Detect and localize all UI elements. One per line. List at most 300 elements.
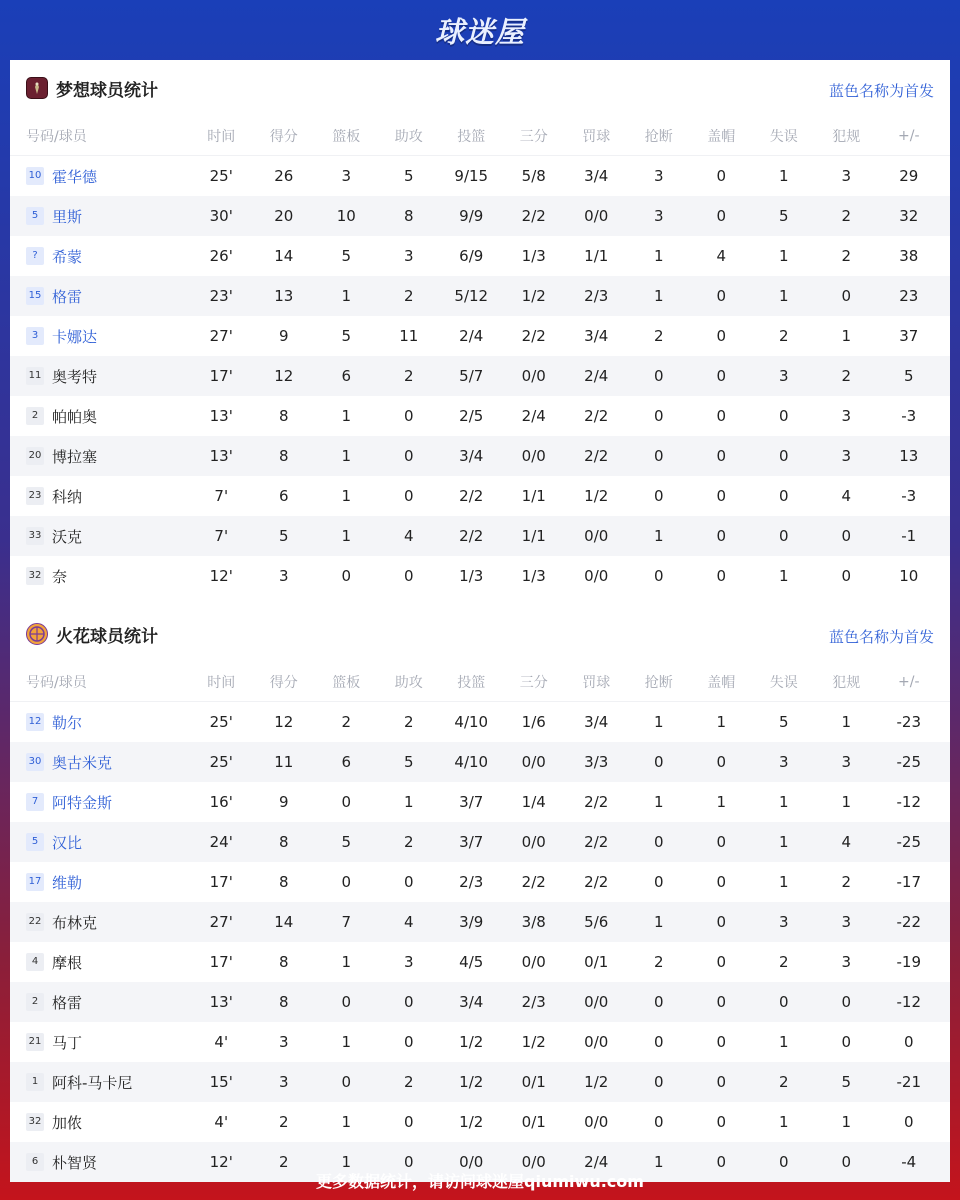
table-row[interactable] <box>10 1062 950 1102</box>
stat-cell: 1/2 <box>521 287 546 305</box>
stat-cell: 0 <box>716 407 727 425</box>
table-row[interactable] <box>10 516 950 556</box>
stat-cell: 9/15 <box>454 167 489 185</box>
stat-cell: 1 <box>341 407 352 425</box>
jersey-number: 7 <box>26 793 44 811</box>
column-header[interactable]: 投篮 <box>457 674 486 691</box>
stat-cell: 27' <box>209 913 233 931</box>
stat-cell: 0 <box>716 487 727 505</box>
player-name[interactable]: 朴智贤 <box>52 1153 98 1172</box>
stat-cell: 0/0 <box>521 1153 546 1171</box>
footer-banner[interactable] <box>0 1160 960 1200</box>
stat-cell: 13' <box>209 407 233 425</box>
stat-cell: 1/2 <box>584 1073 609 1091</box>
jersey-number: 22 <box>26 913 44 931</box>
stat-cell: 0 <box>716 367 727 385</box>
table-row[interactable] <box>10 822 950 862</box>
player-cell[interactable] <box>10 912 190 933</box>
stat-cell: 13' <box>209 447 233 465</box>
stat-cell: 0 <box>403 487 414 505</box>
stat-cell: -3 <box>901 407 917 425</box>
stat-cell: 0 <box>653 1113 664 1131</box>
jersey-number: 15 <box>26 287 44 305</box>
player-name[interactable]: 勒尔 <box>52 713 83 732</box>
stat-cell: 5 <box>778 207 789 225</box>
stat-cell: 2 <box>403 713 414 731</box>
player-cell[interactable] <box>10 366 190 387</box>
player-name[interactable]: 博拉塞 <box>52 447 98 466</box>
section-title: 梦想球员统计 <box>56 80 158 101</box>
stat-cell: 2/2 <box>521 207 546 225</box>
stat-cell: 10 <box>899 567 919 585</box>
stat-cell: 0 <box>653 1033 664 1051</box>
stat-cell: 1 <box>778 793 789 811</box>
stat-cell: 3 <box>278 1073 289 1091</box>
team-sections <box>10 60 950 1182</box>
stat-cell: 1 <box>653 247 664 265</box>
stat-cell: 3 <box>278 1033 289 1051</box>
player-cell[interactable] <box>10 526 190 547</box>
jersey-number: 2 <box>26 407 44 425</box>
stat-cell: 6/9 <box>459 247 484 265</box>
stat-cell: 5 <box>778 713 789 731</box>
stat-cell: 3 <box>778 913 789 931</box>
stat-cell: 8 <box>278 447 289 465</box>
column-header[interactable]: 犯规 <box>832 128 861 145</box>
stat-cell: 3 <box>403 953 414 971</box>
stat-cell: 2 <box>278 1153 289 1171</box>
stat-cell: 1 <box>653 287 664 305</box>
stat-cell: 0 <box>403 1113 414 1131</box>
player-name[interactable]: 奥古米克 <box>52 753 113 772</box>
table-row[interactable] <box>10 862 950 902</box>
table-row[interactable] <box>10 316 950 356</box>
stat-cell: 1/1 <box>521 527 546 545</box>
jersey-number: 21 <box>26 1033 44 1051</box>
player-name[interactable]: 汉比 <box>52 833 83 852</box>
team-section <box>10 60 950 606</box>
stat-cell: 14 <box>274 247 294 265</box>
stat-cell: 0 <box>716 327 727 345</box>
stat-cell: 4 <box>403 913 414 931</box>
stat-cell: 1 <box>778 567 789 585</box>
section-header <box>10 606 950 662</box>
column-header[interactable]: 篮板 <box>332 674 361 691</box>
stat-cell: 24' <box>209 833 233 851</box>
jersey-number: ? <box>26 247 44 265</box>
table-row[interactable] <box>10 556 950 596</box>
stat-cell: 0/0 <box>584 1033 609 1051</box>
stat-cell: 1 <box>778 247 789 265</box>
stat-cell: -23 <box>896 713 921 731</box>
stat-cell: 2 <box>778 1073 789 1091</box>
player-cell[interactable] <box>10 952 190 973</box>
stat-cell: 6 <box>341 753 352 771</box>
player-name[interactable]: 科纳 <box>52 487 83 506</box>
stat-cell: 0 <box>716 1073 727 1091</box>
stat-cell: 0 <box>716 833 727 851</box>
stat-cell: 3 <box>403 247 414 265</box>
table-row[interactable] <box>10 982 950 1022</box>
column-header[interactable]: 三分 <box>519 674 548 691</box>
stat-cell: 17' <box>209 873 233 891</box>
table-row[interactable] <box>10 436 950 476</box>
stat-cell: 7' <box>214 487 229 505</box>
stat-cell: 5/8 <box>521 167 546 185</box>
stat-cell: 2/2 <box>584 447 609 465</box>
stat-cell: -12 <box>896 993 921 1011</box>
stat-cell: 3/7 <box>459 793 484 811</box>
stat-cell: 4/10 <box>454 753 489 771</box>
stat-cell: 12' <box>209 1153 233 1171</box>
stat-cell: 2 <box>341 713 352 731</box>
player-cell[interactable] <box>10 1112 190 1133</box>
player-cell[interactable] <box>10 246 190 267</box>
column-header[interactable]: 罚球 <box>582 674 611 691</box>
stat-cell: 0 <box>653 367 664 385</box>
column-header[interactable]: 得分 <box>269 674 298 691</box>
table-row[interactable] <box>10 702 950 742</box>
player-name[interactable]: 布林克 <box>52 913 98 932</box>
stat-cell: 17' <box>209 367 233 385</box>
stat-cell: 11 <box>399 327 419 345</box>
stat-cell: 0 <box>841 287 852 305</box>
stat-cell: 3/8 <box>521 913 546 931</box>
stat-cell: 0 <box>903 1113 914 1131</box>
table-row[interactable] <box>10 942 950 982</box>
player-cell[interactable] <box>10 752 190 773</box>
player-name[interactable]: 霍华德 <box>52 167 98 186</box>
player-name[interactable]: 阿特金斯 <box>52 793 113 812</box>
stat-cell: 0 <box>341 993 352 1011</box>
player-cell[interactable] <box>10 1032 190 1053</box>
stat-cell: 5 <box>403 167 414 185</box>
stat-cell: 7' <box>214 527 229 545</box>
table-row[interactable] <box>10 902 950 942</box>
stat-cell: 1/4 <box>521 793 546 811</box>
player-cell[interactable] <box>10 206 190 227</box>
stat-cell: 16' <box>209 793 233 811</box>
player-cell[interactable] <box>10 486 190 507</box>
table-row[interactable] <box>10 156 950 196</box>
stat-cell: -17 <box>896 873 921 891</box>
column-header[interactable]: +/- <box>898 127 920 144</box>
player-cell[interactable] <box>10 326 190 347</box>
stat-cell: 3 <box>841 407 852 425</box>
stat-cell: 0/0 <box>521 753 546 771</box>
stat-cell: 1 <box>716 793 727 811</box>
column-header[interactable]: 得分 <box>269 128 298 145</box>
column-header[interactable]: 三分 <box>519 128 548 145</box>
stat-cell: 1 <box>778 1033 789 1051</box>
stat-cell: 3/4 <box>459 993 484 1011</box>
stat-cell: 2/5 <box>459 407 484 425</box>
stat-cell: 3 <box>841 167 852 185</box>
top-banner <box>0 0 960 60</box>
table-row[interactable] <box>10 1102 950 1142</box>
stat-cell: 2/3 <box>521 993 546 1011</box>
table-row[interactable] <box>10 782 950 822</box>
jersey-number: 23 <box>26 487 44 505</box>
stat-cell: 2/4 <box>584 1153 609 1171</box>
stat-cell: 8 <box>278 953 289 971</box>
stat-cell: 0/0 <box>521 953 546 971</box>
stat-cell: 2 <box>841 207 852 225</box>
stat-cell: 3 <box>841 953 852 971</box>
stat-cell: 0 <box>716 953 727 971</box>
stat-cell: 20 <box>274 207 294 225</box>
stat-cell: 3 <box>778 367 789 385</box>
column-header[interactable]: 号码/球员 <box>26 128 87 145</box>
stat-cell: 3 <box>841 753 852 771</box>
table-row[interactable] <box>10 396 950 436</box>
stat-cell: 0 <box>716 167 727 185</box>
stat-cell: 13' <box>209 993 233 1011</box>
stat-cell: 8 <box>278 873 289 891</box>
stat-cell: 0 <box>778 1153 789 1171</box>
stat-cell: 0/0 <box>459 1153 484 1171</box>
stat-cell: 0 <box>778 993 789 1011</box>
stat-cell: 2 <box>403 287 414 305</box>
footer-link-text[interactable]: 更多数据统计，请访问球迷屋qiumiwu.com <box>316 1171 644 1191</box>
stat-cell: 2/3 <box>459 873 484 891</box>
stat-cell: 1 <box>841 1113 852 1131</box>
stat-cell: 0 <box>653 873 664 891</box>
player-name[interactable]: 希蒙 <box>52 247 83 266</box>
stat-cell: 3 <box>341 167 352 185</box>
stat-cell: 0/0 <box>584 993 609 1011</box>
stat-cell: 1 <box>341 487 352 505</box>
stat-cell: 3/4 <box>584 713 609 731</box>
sparks-logo-icon <box>26 623 48 645</box>
stat-cell: 32 <box>899 207 919 225</box>
player-name[interactable]: 摩根 <box>52 953 83 972</box>
stat-cell: 2/4 <box>584 367 609 385</box>
stat-cell: 4' <box>214 1113 229 1131</box>
column-header[interactable]: 罚球 <box>582 128 611 145</box>
stat-cell: 5 <box>903 367 914 385</box>
stat-cell: 6 <box>341 367 352 385</box>
player-name[interactable]: 维勒 <box>52 873 83 892</box>
stat-cell: 0 <box>653 407 664 425</box>
column-header[interactable]: 投篮 <box>457 128 486 145</box>
column-header[interactable]: +/- <box>898 673 920 690</box>
stat-cell: -12 <box>896 793 921 811</box>
jersey-number: 1 <box>26 1073 44 1091</box>
table-row[interactable] <box>10 196 950 236</box>
stat-cell: 4 <box>841 833 852 851</box>
player-name[interactable]: 加侬 <box>52 1113 83 1132</box>
stat-cell: 5 <box>341 327 352 345</box>
stat-cell: 23 <box>899 287 919 305</box>
stat-cell: 1 <box>341 1153 352 1171</box>
player-name[interactable]: 卡娜达 <box>52 327 98 346</box>
stat-cell: 2 <box>778 327 789 345</box>
player-cell[interactable] <box>10 792 190 813</box>
column-header[interactable]: 篮板 <box>332 128 361 145</box>
column-header[interactable]: 盖帽 <box>707 128 736 145</box>
stat-cell: 2 <box>841 873 852 891</box>
stat-cell: 12 <box>274 367 294 385</box>
stat-cell: 0 <box>341 793 352 811</box>
stat-cell: 0 <box>716 1113 727 1131</box>
table-row[interactable] <box>10 1022 950 1062</box>
player-cell[interactable] <box>10 992 190 1013</box>
stat-cell: 3 <box>653 207 664 225</box>
player-cell[interactable] <box>10 446 190 467</box>
column-header[interactable]: 助攻 <box>394 674 423 691</box>
player-name[interactable]: 帕帕奥 <box>52 407 98 426</box>
stat-cell: 0/0 <box>521 447 546 465</box>
table-header-row <box>10 662 950 702</box>
jersey-number: 17 <box>26 873 44 891</box>
stat-cell: 4' <box>214 1033 229 1051</box>
column-header[interactable]: 抢断 <box>644 128 673 145</box>
stat-cell: 2 <box>841 247 852 265</box>
jersey-number: 32 <box>26 1113 44 1131</box>
jersey-number: 33 <box>26 527 44 545</box>
stat-cell: 12 <box>274 713 294 731</box>
stat-cell: 0 <box>653 1073 664 1091</box>
stat-cell: -4 <box>901 1153 917 1171</box>
dream-logo-icon <box>26 77 48 99</box>
stat-cell: 2/4 <box>459 327 484 345</box>
column-header[interactable]: 盖帽 <box>707 674 736 691</box>
stat-cell: 0 <box>341 1073 352 1091</box>
stat-cell: 0/0 <box>584 567 609 585</box>
stat-cell: 3/4 <box>584 167 609 185</box>
player-cell[interactable] <box>10 872 190 893</box>
stat-cell: -22 <box>896 913 921 931</box>
stat-cell: 5/6 <box>584 913 609 931</box>
player-name[interactable]: 沃克 <box>52 527 83 546</box>
player-cell[interactable] <box>10 286 190 307</box>
table-row[interactable] <box>10 476 950 516</box>
stat-cell: 1/2 <box>584 487 609 505</box>
section-header <box>10 60 950 116</box>
stat-cell: 2 <box>403 833 414 851</box>
stat-cell: 2 <box>403 367 414 385</box>
table-row[interactable] <box>10 742 950 782</box>
player-cell[interactable] <box>10 1072 190 1093</box>
stat-cell: 2 <box>403 1073 414 1091</box>
player-cell[interactable] <box>10 406 190 427</box>
stat-cell: 2/2 <box>584 407 609 425</box>
player-name[interactable]: 格雷 <box>52 287 83 306</box>
stat-cell: 38 <box>899 247 919 265</box>
stat-cell: 17' <box>209 953 233 971</box>
stat-cell: 1/3 <box>521 247 546 265</box>
player-name[interactable]: 马丁 <box>52 1033 83 1052</box>
stat-cell: 0 <box>716 287 727 305</box>
stat-cell: 2 <box>841 367 852 385</box>
stat-cell: 0 <box>716 567 727 585</box>
player-cell[interactable] <box>10 166 190 187</box>
stat-cell: 5/7 <box>459 367 484 385</box>
stat-cell: 0/1 <box>521 1113 546 1131</box>
player-cell[interactable] <box>10 712 190 733</box>
column-header[interactable]: 犯规 <box>832 674 861 691</box>
stat-cell: 0 <box>841 1033 852 1051</box>
stat-cell: 0 <box>653 753 664 771</box>
stat-cell: 4/10 <box>454 713 489 731</box>
table-row[interactable] <box>10 356 950 396</box>
player-name[interactable]: 格雷 <box>52 993 83 1012</box>
column-header[interactable]: 号码/球员 <box>26 674 87 691</box>
stat-cell: 3/9 <box>459 913 484 931</box>
stat-cell: 0 <box>716 753 727 771</box>
stat-cell: 13 <box>274 287 294 305</box>
stat-cell: 0 <box>841 567 852 585</box>
stat-cell: 1/3 <box>521 567 546 585</box>
column-header[interactable]: 时间 <box>207 128 236 145</box>
stat-cell: 0 <box>778 527 789 545</box>
table-row[interactable] <box>10 236 950 276</box>
table-row[interactable] <box>10 276 950 316</box>
stat-cell: 2/3 <box>584 287 609 305</box>
stat-cell: 0 <box>403 447 414 465</box>
starter-legend: 蓝色名称为首发 <box>828 628 934 646</box>
stat-cell: 3/4 <box>584 327 609 345</box>
stat-cell: 5 <box>341 247 352 265</box>
stat-cell: 0 <box>841 993 852 1011</box>
table-header-row <box>10 116 950 156</box>
stat-cell: 29 <box>899 167 919 185</box>
stat-cell: 1 <box>653 793 664 811</box>
column-header[interactable]: 时间 <box>207 674 236 691</box>
stat-cell: 0 <box>778 447 789 465</box>
stat-cell: 1 <box>341 287 352 305</box>
stat-cell: 0/0 <box>521 833 546 851</box>
player-name[interactable]: 阿科-马卡尼 <box>52 1073 133 1092</box>
stat-cell: 4 <box>403 527 414 545</box>
stat-cell: 0/0 <box>584 527 609 545</box>
stat-cell: 0 <box>716 527 727 545</box>
player-name[interactable]: 奥考特 <box>52 367 98 386</box>
stat-cell: 3 <box>841 913 852 931</box>
stat-cell: 0/1 <box>521 1073 546 1091</box>
stat-cell: 5 <box>403 753 414 771</box>
stat-cell: 1 <box>341 953 352 971</box>
stat-cell: 5 <box>841 1073 852 1091</box>
stat-cell: 1/2 <box>459 1113 484 1131</box>
stat-cell: 5 <box>341 833 352 851</box>
player-cell[interactable] <box>10 832 190 853</box>
stat-cell: 0 <box>403 1153 414 1171</box>
stat-cell: 1/1 <box>584 247 609 265</box>
stat-cell: 0 <box>841 1153 852 1171</box>
column-header[interactable]: 失误 <box>769 674 798 691</box>
stat-cell: -21 <box>896 1073 921 1091</box>
section-spacer <box>10 596 950 606</box>
stat-cell: -3 <box>901 487 917 505</box>
stat-cell: 23' <box>209 287 233 305</box>
stat-cell: 9 <box>278 327 289 345</box>
stat-cell: 0 <box>403 407 414 425</box>
stat-cell: 27' <box>209 327 233 345</box>
column-header[interactable]: 失误 <box>769 128 798 145</box>
player-name[interactable]: 奈 <box>52 567 68 586</box>
column-header[interactable]: 抢断 <box>644 674 673 691</box>
player-name[interactable]: 里斯 <box>52 207 83 226</box>
stat-cell: 1 <box>653 527 664 545</box>
column-header[interactable]: 助攻 <box>394 128 423 145</box>
stat-cell: 1 <box>778 873 789 891</box>
stat-cell: 3 <box>278 567 289 585</box>
jersey-number: 5 <box>26 207 44 225</box>
player-cell[interactable] <box>10 566 190 587</box>
stat-cell: 5/12 <box>454 287 489 305</box>
